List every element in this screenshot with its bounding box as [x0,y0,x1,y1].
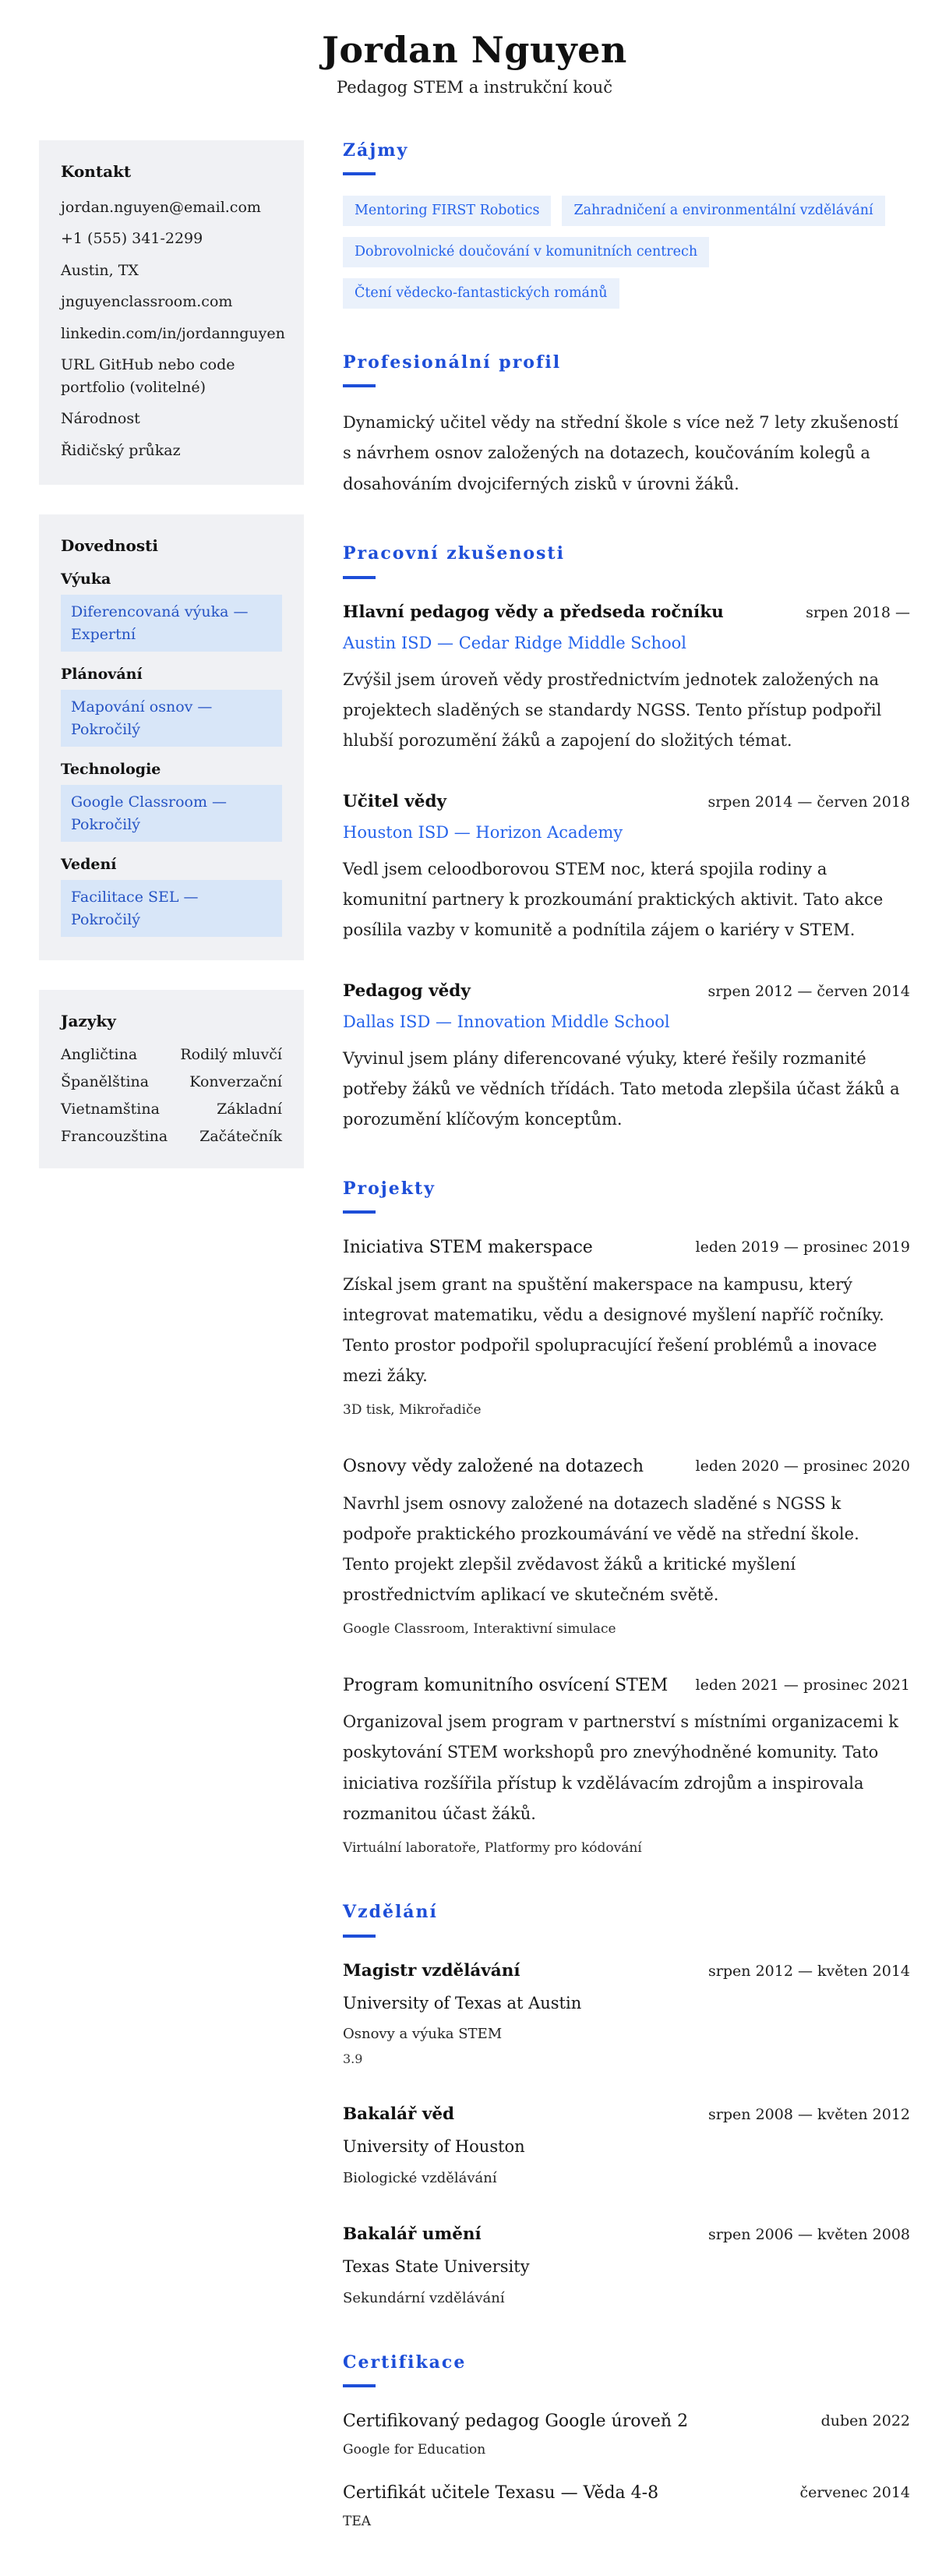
interest-tag: Čtení vědecko-fantastických románů [343,278,619,309]
job-description: Zvýšil jsem úroveň vědy prostřednictvím jednotek založených na projektech sladěných se standardy NGSS. Tento přístup podpořil hlubší porozumění žáků a zapojení do složitých témat. [343,670,882,750]
skill-category: Výuka [61,571,111,588]
project-description: Navrhl jsem osnovy založené na dotazech sladěné s NGSS k podpoře praktického prozkoumávání ve vědě na střední škole. Tento projekt zlepšil zvědavost žáků a kritické myšlení prostřednictvím aplikací ve skutečném světě. [343,1493,859,1604]
project-dates: leden 2020 — prosinec 2020 [695,1458,910,1475]
contact-item: +1 (555) 341-2299 [61,230,203,248]
project-entry-head [343,1234,910,1261]
person-name: Jordan Nguyen [322,29,627,71]
certification-date: červenec 2014 [799,2483,910,2501]
certification-entry-head [343,2479,910,2507]
work-entry [343,789,910,945]
project-description: Získal jsem grant na spuštění makerspace na kampusu, který integrovat matematiku, vědu a designové myšlení napříč ročníky. Tento prostor podpořil spolupracující řešení problémů a inovace mezi žáky. [343,1274,884,1385]
education-entry-head [343,2101,910,2128]
languages-heading: Jazyky [61,1012,116,1031]
degree-title: Bakalář umění [343,2224,482,2244]
education-entry [343,1958,910,2069]
skill-category: Technologie [61,761,161,779]
job-dates: srpen 2018 — [806,603,910,621]
job-dates: srpen 2012 — červen 2014 [707,982,910,1000]
heading-rule [343,1935,376,1938]
job-title: Pedagog vědy [343,981,471,1001]
contact-box [39,140,304,486]
contact-item: Národnost [61,410,140,428]
skill-group [61,666,282,747]
interest-tag: Mentoring FIRST Robotics [343,196,551,226]
project-entry [343,1672,910,1858]
heading-rule [343,172,376,175]
job-dates: srpen 2014 — červen 2018 [707,793,910,811]
project-dates: leden 2021 — prosinec 2021 [695,1677,910,1694]
skill-pill: Google Classroom — Pokročilý [61,785,282,842]
project-dates: leden 2019 — prosinec 2019 [695,1239,910,1256]
certifications-heading: Certifikace [343,2352,467,2373]
section-education [343,1902,910,2309]
language-name: Francouzština [61,1128,168,1146]
certification-issuer: Google for Education [343,2442,486,2458]
section-certifications [343,2352,910,2532]
certification-date: duben 2022 [820,2412,910,2430]
project-title: Program komunitního osvícení STEM [343,1676,669,1696]
contact-item: URL GitHub nebo code portfolio (volitelné) [61,356,235,396]
contact-heading: Kontakt [61,161,132,181]
company-link[interactable]: Houston ISD — Horizon Academy [343,823,623,843]
school-name: University of Houston [343,2137,525,2157]
sidebar [39,140,304,1169]
interests-heading: Zájmy [343,140,409,161]
person-title: Pedagog STEM a instrukční kouč [337,77,612,97]
degree-title: Bakalář věd [343,2104,455,2124]
education-list [343,1958,910,2309]
project-title: Osnovy vědy založené na dotazech [343,1457,644,1477]
language-row [61,1128,282,1145]
language-level: Základní [217,1101,282,1118]
interest-tag: Dobrovolnické doučování v komunitních centrech [343,237,709,267]
profile-text: Dynamický učitel vědy na střední škole s více než 7 lety zkušeností s návrhem osnov založených na dotazech, koučováním kolegů a dosahováním dvojciferných zisků v úrovni žáků. [343,412,899,493]
field-of-study: Sekundární vzdělávání [343,2289,505,2306]
language-name: Španělština [61,1073,150,1091]
contact-item: jordan.nguyen@email.com [61,198,261,216]
skill-pill: Mapování osnov — Pokročilý [61,690,282,747]
project-entry-head [343,1453,910,1480]
section-interests [343,140,910,309]
language-name: Angličtina [61,1046,138,1064]
job-title: Hlavní pedagog vědy a předseda ročníku [343,602,724,622]
education-dates: srpen 2012 — květen 2014 [708,1962,910,1980]
skills-box [39,514,304,960]
language-name: Vietnamština [61,1101,160,1118]
languages-box [39,990,304,1168]
project-tech-list: Virtuální laboratoře, Platformy pro kódování [343,1839,642,1856]
company-link[interactable]: Austin ISD — Cedar Ridge Middle School [343,634,686,653]
work-entry [343,599,910,756]
skills-list [61,571,282,937]
school-name: University of Texas at Austin [343,1993,582,2012]
contact-item: Řidičský průkaz [61,441,181,459]
skill-pill: Facilitace SEL — Pokročilý [61,880,282,937]
interest-tags [343,196,910,308]
language-row [61,1073,282,1090]
company-link[interactable]: Dallas ISD — Innovation Middle School [343,1012,670,1032]
language-row [61,1101,282,1118]
section-experience [343,543,910,1135]
job-description: Vedl jsem celoodborovou STEM noc, která spojila rodiny a komunitní partnery k prozkoumání praktických aktivit. Tato akce posílila vazby v komunitě a podnítila zájem o kariéry v STEM. [343,859,884,939]
education-dates: srpen 2008 — květen 2012 [708,2105,910,2123]
contact-list [61,196,285,462]
work-entry-head [343,789,910,815]
project-entry [343,1453,910,1639]
languages-list [61,1046,282,1145]
skill-group [61,571,282,652]
project-description: Organizoval jsem program v partnerství s místními organizacemi k poskytování STEM workshopů pro znevýhodněné komunity. Tato iniciativa rozšířila přístup k vzdělávacím zdrojům a inspirovala rozmanitou účast žáků. [343,1712,898,1823]
project-entry-head [343,1672,910,1699]
gpa-value: 3.9 [343,2051,363,2067]
job-title: Učitel vědy [343,791,446,811]
skill-group [61,856,282,937]
school-name: Texas State University [343,2257,530,2277]
certification-name: Certifikovaný pedagog Google úroveň 2 [343,2412,689,2432]
project-tech-list: Google Classroom, Interaktivní simulace [343,1620,616,1637]
certification-entry [343,2408,910,2461]
content-columns [39,140,910,2576]
project-title: Iniciativa STEM makerspace [343,1238,593,1258]
skill-group [61,761,282,842]
heading-rule [343,576,376,579]
field-of-study: Biologické vzdělávání [343,2169,497,2186]
work-entry-head [343,978,910,1005]
project-entry [343,1234,910,1420]
job-description: Vyvinul jsem plány diferencované výuky, které řešily rozmanité potřeby žáků ve vědních třídách. Tato metoda zlepšila účast žáků a porozumění klíčovým konceptům. [343,1048,900,1129]
certification-name: Certifikát učitele Texasu — Věda 4-8 [343,2482,659,2503]
education-entry-head [343,1958,910,1984]
skill-category: Plánování [61,666,143,684]
skill-category: Vedení [61,856,117,874]
contact-item: jnguyenclassroom.com [61,293,233,311]
heading-rule [343,1210,376,1214]
field-of-study: Osnovy a výuka STEM [343,2026,503,2043]
heading-rule [343,384,376,387]
work-entry [343,978,910,1135]
language-level: Rodilý mluvčí [180,1046,282,1064]
resume-header [39,30,910,97]
certifications-list [343,2408,910,2532]
main-column [343,140,910,2576]
section-projects [343,1178,910,1858]
certification-entry [343,2479,910,2532]
degree-title: Magistr vzdělávání [343,1960,520,1981]
skills-heading: Dovednosti [61,536,158,556]
work-entry-head [343,599,910,626]
projects-heading: Projekty [343,1178,436,1200]
interest-tag: Zahradničení a environmentální vzdělávání [562,196,884,226]
contact-item: Austin, TX [61,261,139,279]
language-level: Začátečník [199,1128,282,1146]
certification-entry-head [343,2408,910,2435]
contact-item: linkedin.com/in/jordannguyen [61,324,285,342]
project-tech-list: 3D tisk, Mikrořadiče [343,1401,482,1418]
language-level: Konverzační [189,1073,282,1091]
experience-heading: Pracovní zkušenosti [343,543,565,564]
heading-rule [343,2384,376,2387]
certification-issuer: TEA [343,2514,372,2530]
education-heading: Vzdělání [343,1902,438,1923]
education-entry [343,2101,910,2189]
education-dates: srpen 2006 — květen 2008 [708,2225,910,2243]
skill-pill: Diferencovaná výuka — Expertní [61,595,282,652]
projects-list [343,1234,910,1858]
education-entry [343,2221,910,2309]
experience-list [343,599,910,1135]
profile-heading: Profesionální profil [343,352,562,373]
language-row [61,1046,282,1063]
education-entry-head [343,2221,910,2248]
section-profile [343,352,910,500]
